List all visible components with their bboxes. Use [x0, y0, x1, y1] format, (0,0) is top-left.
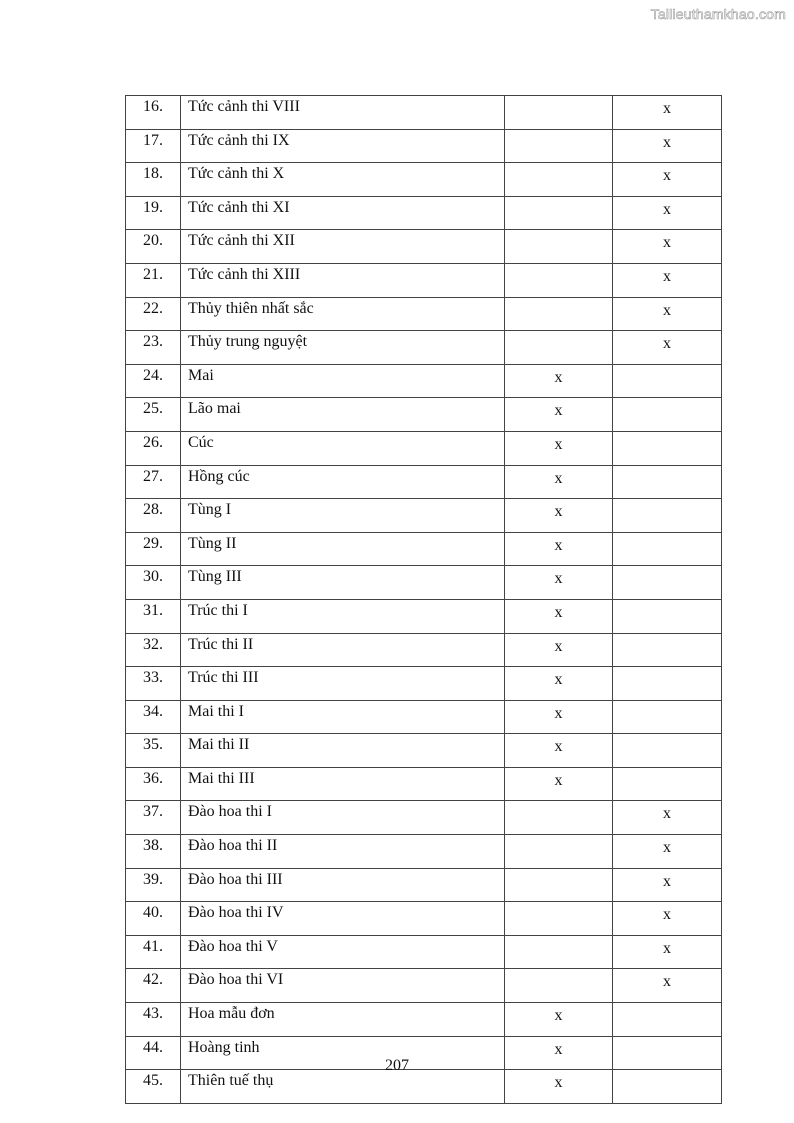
row-number: 36.	[126, 767, 181, 801]
mark-column-3: x	[505, 1003, 613, 1037]
mark-column-4	[613, 599, 722, 633]
row-number: 27.	[126, 465, 181, 499]
table-row	[126, 532, 722, 566]
row-number: 33.	[126, 667, 181, 701]
mark-column-3: x	[505, 1036, 613, 1070]
mark-column-4	[613, 667, 722, 701]
mark-column-4: x	[613, 902, 722, 936]
mark-column-3	[505, 801, 613, 835]
row-number: 26.	[126, 431, 181, 465]
mark-column-4: x	[613, 196, 722, 230]
row-number: 31.	[126, 599, 181, 633]
row-number: 38.	[126, 835, 181, 869]
row-number: 35.	[126, 734, 181, 768]
mark-column-3: x	[505, 499, 613, 533]
table-row	[126, 633, 722, 667]
poem-title: Tức cảnh thi XII	[181, 230, 505, 264]
mark-column-4: x	[613, 230, 722, 264]
row-number: 39.	[126, 868, 181, 902]
mark-column-4: x	[613, 129, 722, 163]
row-number: 19.	[126, 196, 181, 230]
mark-column-4	[613, 465, 722, 499]
row-number: 43.	[126, 1003, 181, 1037]
poem-title: Thủy trung nguyệt	[181, 331, 505, 365]
poem-title: Cúc	[181, 431, 505, 465]
mark-column-4	[613, 700, 722, 734]
table-row	[126, 499, 722, 533]
mark-column-3: x	[505, 1070, 613, 1104]
table-row	[126, 801, 722, 835]
row-number: 37.	[126, 801, 181, 835]
table-row	[126, 566, 722, 600]
poem-title: Mai thi II	[181, 734, 505, 768]
row-number: 32.	[126, 633, 181, 667]
mark-column-3: x	[505, 566, 613, 600]
mark-column-3	[505, 297, 613, 331]
mark-column-4: x	[613, 96, 722, 130]
mark-column-3	[505, 331, 613, 365]
row-number: 23.	[126, 331, 181, 365]
poem-title: Hoàng tinh	[181, 1036, 505, 1070]
poem-title: Hoa mẫu đơn	[181, 1003, 505, 1037]
mark-column-3: x	[505, 364, 613, 398]
mark-column-3: x	[505, 767, 613, 801]
row-number: 41.	[126, 935, 181, 969]
table-row	[126, 599, 722, 633]
poem-title: Lão mai	[181, 398, 505, 432]
mark-column-3: x	[505, 599, 613, 633]
row-number: 18.	[126, 163, 181, 197]
table-row	[126, 835, 722, 869]
row-number: 17.	[126, 129, 181, 163]
table-row	[126, 230, 722, 264]
poem-title: Hồng cúc	[181, 465, 505, 499]
poem-title: Tùng III	[181, 566, 505, 600]
table-row	[126, 767, 722, 801]
poem-title: Đào hoa thi IV	[181, 902, 505, 936]
poem-title: Tức cảnh thi X	[181, 163, 505, 197]
table-row	[126, 129, 722, 163]
mark-column-3	[505, 96, 613, 130]
mark-column-3	[505, 163, 613, 197]
row-number: 44.	[126, 1036, 181, 1070]
poem-title: Thủy thiên nhất sắc	[181, 297, 505, 331]
poem-title: Tức cảnh thi XIII	[181, 263, 505, 297]
poem-title: Đào hoa thi VI	[181, 969, 505, 1003]
watermark: Tailieuthamkhao.com	[650, 6, 786, 22]
mark-column-3: x	[505, 465, 613, 499]
table-row	[126, 331, 722, 365]
row-number: 16.	[126, 96, 181, 130]
poem-title: Thiên tuế thụ	[181, 1070, 505, 1104]
table-row	[126, 1003, 722, 1037]
mark-column-3: x	[505, 532, 613, 566]
table-row	[126, 868, 722, 902]
row-number: 25.	[126, 398, 181, 432]
mark-column-3: x	[505, 734, 613, 768]
poem-title: Tức cảnh thi IX	[181, 129, 505, 163]
table-row	[126, 163, 722, 197]
mark-column-3	[505, 935, 613, 969]
mark-column-4	[613, 1003, 722, 1037]
poem-title: Tức cảnh thi XI	[181, 196, 505, 230]
poem-title: Mai thi I	[181, 700, 505, 734]
mark-column-3: x	[505, 633, 613, 667]
table-row	[126, 734, 722, 768]
page-number: 207	[385, 1057, 409, 1074]
table-row	[126, 700, 722, 734]
table-row	[126, 667, 722, 701]
mark-column-4: x	[613, 163, 722, 197]
mark-column-3	[505, 835, 613, 869]
mark-column-4	[613, 364, 722, 398]
row-number: 30.	[126, 566, 181, 600]
row-number: 20.	[126, 230, 181, 264]
row-number: 42.	[126, 969, 181, 1003]
row-number: 24.	[126, 364, 181, 398]
mark-column-3: x	[505, 700, 613, 734]
poem-title: Tức cảnh thi VIII	[181, 96, 505, 130]
row-number: 34.	[126, 700, 181, 734]
mark-column-3	[505, 902, 613, 936]
poem-title: Trúc thi III	[181, 667, 505, 701]
mark-column-4	[613, 767, 722, 801]
mark-column-3: x	[505, 398, 613, 432]
table-row	[126, 364, 722, 398]
mark-column-4	[613, 431, 722, 465]
poem-title: Trúc thi I	[181, 599, 505, 633]
mark-column-3	[505, 196, 613, 230]
mark-column-3: x	[505, 431, 613, 465]
poem-title: Đào hoa thi II	[181, 835, 505, 869]
mark-column-4	[613, 532, 722, 566]
mark-column-4: x	[613, 297, 722, 331]
mark-column-3	[505, 230, 613, 264]
mark-column-3: x	[505, 667, 613, 701]
mark-column-4	[613, 633, 722, 667]
table-row	[126, 196, 722, 230]
row-number: 21.	[126, 263, 181, 297]
row-number: 45.	[126, 1070, 181, 1104]
mark-column-4: x	[613, 935, 722, 969]
mark-column-4	[613, 566, 722, 600]
table-row	[126, 465, 722, 499]
poem-title: Tùng I	[181, 499, 505, 533]
mark-column-4	[613, 734, 722, 768]
table-row	[126, 297, 722, 331]
table-row	[126, 902, 722, 936]
mark-column-3	[505, 868, 613, 902]
table-row	[126, 969, 722, 1003]
table-row	[126, 431, 722, 465]
mark-column-4: x	[613, 835, 722, 869]
poem-title: Đào hoa thi I	[181, 801, 505, 835]
poem-table	[125, 95, 722, 1104]
mark-column-4: x	[613, 969, 722, 1003]
mark-column-4: x	[613, 868, 722, 902]
mark-column-3	[505, 969, 613, 1003]
table-row	[126, 263, 722, 297]
mark-column-4: x	[613, 801, 722, 835]
poem-title: Mai	[181, 364, 505, 398]
poem-title: Mai thi III	[181, 767, 505, 801]
table-row	[126, 96, 722, 130]
table-row	[126, 398, 722, 432]
row-number: 22.	[126, 297, 181, 331]
row-number: 28.	[126, 499, 181, 533]
mark-column-4: x	[613, 331, 722, 365]
row-number: 40.	[126, 902, 181, 936]
table-row	[126, 935, 722, 969]
mark-column-3	[505, 263, 613, 297]
poem-title: Tùng II	[181, 532, 505, 566]
poem-title: Đào hoa thi III	[181, 868, 505, 902]
mark-column-4	[613, 499, 722, 533]
mark-column-4	[613, 398, 722, 432]
mark-column-4: x	[613, 263, 722, 297]
poem-title: Trúc thi II	[181, 633, 505, 667]
mark-column-3	[505, 129, 613, 163]
poem-title: Đào hoa thi V	[181, 935, 505, 969]
row-number: 29.	[126, 532, 181, 566]
